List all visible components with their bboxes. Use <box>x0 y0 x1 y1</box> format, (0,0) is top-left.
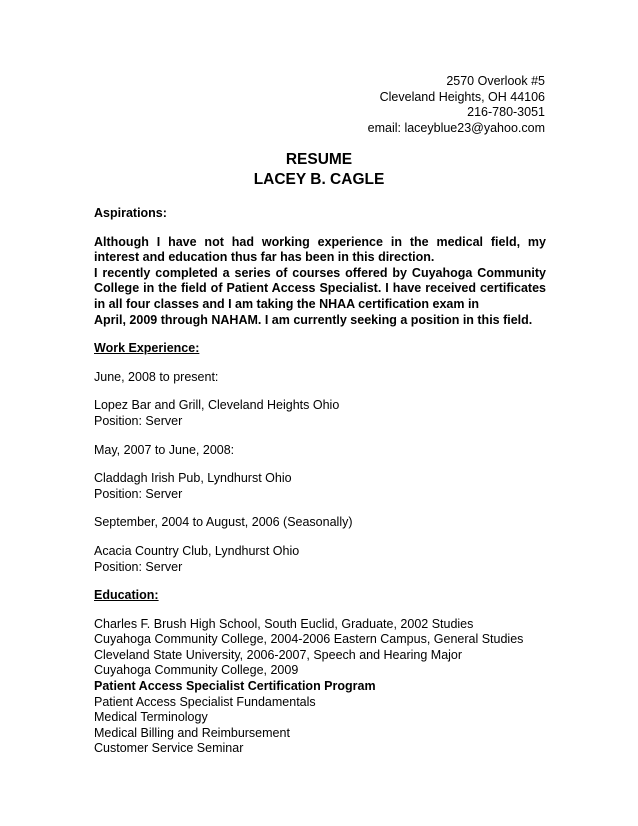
resume-title: RESUME <box>285 151 353 168</box>
certification-program: Patient Access Specialist Certification Program <box>94 679 376 694</box>
course-item: Customer Service Seminar <box>94 741 244 756</box>
course-item: Medical Terminology <box>94 710 208 725</box>
address-email: email: laceyblue23@yahoo.com <box>367 120 545 135</box>
address-street: 2570 Overlook #5 <box>446 74 545 88</box>
course-item: Medical Billing and Reimbursement <box>94 725 290 740</box>
education-entry: Cleveland State University, 2006-2007, Speech and Hearing Major <box>94 647 463 662</box>
resume-title-block <box>0 150 638 190</box>
aspirations-paragraph-2: I recently completed a series of courses offered by Cuyahoga Community College in the field of Patient Access Specialist. I have received certificates in all four classes and I am taking the NHAA certification exam in <box>94 265 546 311</box>
aspirations-paragraph-1: Although I have not had working experience in the medical field, my interest and education thus far has been in this direction. <box>94 234 546 265</box>
address-phone: 216-780-3051 <box>467 105 545 119</box>
applicant-name: LACEY B. CAGLE <box>253 171 385 188</box>
aspirations-heading: Aspirations: <box>94 206 167 220</box>
education-entry: Cuyahoga Community College, 2004-2006 Eastern Campus, General Studies <box>94 632 524 647</box>
aspirations-paragraph-3: April, 2009 through NAHAM. I am currently seeking a position in this field. <box>94 312 533 327</box>
job-dates: June, 2008 to present: <box>94 369 219 384</box>
resume-body <box>94 206 546 757</box>
job-employer: Acacia Country Club, Lyndhurst Ohio <box>94 543 300 558</box>
job-position: Position: Server <box>94 413 183 428</box>
course-item: Patient Access Specialist Fundamentals <box>94 694 316 709</box>
address-city: Cleveland Heights, OH 44106 <box>379 89 545 104</box>
job-employer: Lopez Bar and Grill, Cleveland Heights Ohio <box>94 398 340 413</box>
job-employer: Claddagh Irish Pub, Lyndhurst Ohio <box>94 471 292 486</box>
job-position: Position: Server <box>94 486 183 501</box>
job-dates: September, 2004 to August, 2006 (Seasonally) <box>94 515 353 530</box>
work-experience-heading: Work Experience: <box>94 341 200 356</box>
job-dates: May, 2007 to June, 2008: <box>94 442 235 457</box>
job-position: Position: Server <box>94 559 183 574</box>
contact-address-block <box>300 74 545 136</box>
education-entry: Cuyahoga Community College, 2009 <box>94 663 299 678</box>
education-heading: Education: <box>94 588 159 603</box>
education-entry: Charles F. Brush High School, South Euclid, Graduate, 2002 Studies <box>94 616 474 631</box>
